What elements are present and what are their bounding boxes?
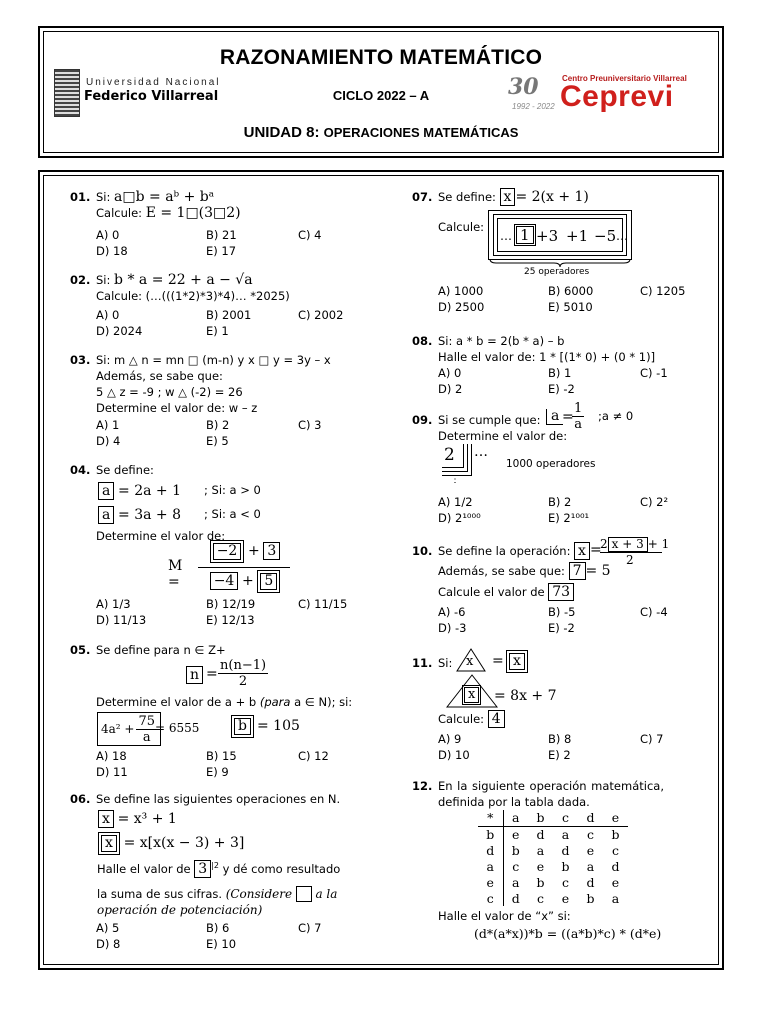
problem-06-options <box>96 920 356 952</box>
calc-line: Calcule: (…(((1*2)*3)*4)… *2025) <box>96 289 290 303</box>
double-box <box>462 685 481 705</box>
problem-11 <box>412 655 452 671</box>
cond-2: ; Si: a < 0 <box>204 507 261 521</box>
option-c: C) 7 <box>640 732 664 746</box>
table-header-row <box>478 810 628 826</box>
option-a: A) 9 <box>438 732 462 746</box>
problem-09 <box>412 412 567 444</box>
fraction-numerator <box>600 536 670 552</box>
plus: + <box>247 543 260 559</box>
problem-number: 06. <box>70 792 91 806</box>
option-a: A) 1 <box>96 418 120 432</box>
equals: = <box>492 653 504 669</box>
problem-number: 01. <box>70 190 91 204</box>
center-name: Centro Preuniversitario Villarreal <box>562 74 687 83</box>
calc-label: Calcule: <box>96 206 143 220</box>
fraction <box>572 401 584 432</box>
option-b: B) 15 <box>206 749 237 763</box>
fraction <box>136 714 157 745</box>
table-row <box>478 874 628 890</box>
table-cell: a <box>611 890 620 906</box>
double-box <box>506 650 528 673</box>
value-2: 2 <box>444 445 455 465</box>
table-cell: a <box>586 858 595 874</box>
nested-box-inner <box>497 218 628 252</box>
option-d: D) 11 <box>96 765 128 779</box>
problem-07-options <box>438 283 718 315</box>
double-box <box>231 715 254 738</box>
option-c: C) -4 <box>640 605 668 619</box>
line-1: Se define para n ∈ Z+ <box>96 643 226 657</box>
option-c: C) 1205 <box>640 284 686 298</box>
operators-label: 1000 operadores <box>506 458 596 470</box>
table-cell: e <box>586 842 595 858</box>
table-cell: e <box>611 874 620 890</box>
line-3: Halle el valor de “x” si: <box>438 909 571 923</box>
boxed-n: n <box>186 666 203 684</box>
numerator: n(n−1) <box>220 658 267 673</box>
double-box <box>210 540 245 563</box>
option-d: D) 8 <box>96 937 121 951</box>
line-4: Determine el valor de: w – z <box>96 401 258 415</box>
header-inner-border <box>43 31 719 153</box>
option-b: B) 1 <box>548 366 572 380</box>
option-b: B) 6 <box>206 921 230 935</box>
problem-02 <box>70 272 290 304</box>
value: x <box>101 835 117 852</box>
table-cell: b <box>611 826 620 842</box>
table-cell: e <box>536 858 545 874</box>
option-c: C) 3 <box>298 418 322 432</box>
problem-10-line2 <box>438 562 611 580</box>
definition: b * a = 22 + a − √a <box>114 272 253 288</box>
italic-text: a la <box>315 886 338 901</box>
line-2: definida por la tabla dada. <box>438 795 590 809</box>
boxed-x: x <box>98 810 114 828</box>
table-cell: d <box>478 842 503 858</box>
coef: 2 <box>600 537 608 551</box>
problem-number: 11. <box>412 656 433 670</box>
boxed-3: 3 <box>263 542 280 560</box>
problem-number: 02. <box>70 273 91 287</box>
numerator: 75 <box>138 713 156 729</box>
option-d: D) 4 <box>96 434 121 448</box>
option-d: D) 2024 <box>96 324 143 338</box>
option-d: D) 11/13 <box>96 613 147 627</box>
boxed-a: a <box>98 506 114 524</box>
table-cell: c <box>561 874 569 890</box>
option-a: A) 18 <box>96 749 127 763</box>
cond-1: ; Si: a > 0 <box>204 483 261 497</box>
bracket-a: a <box>546 409 563 425</box>
problem-04 <box>70 462 261 544</box>
problem-06-text <box>97 858 340 918</box>
power-box-icon <box>296 886 312 902</box>
equals: = <box>590 542 602 558</box>
option-d: D) 2¹⁰⁰⁰ <box>438 511 481 525</box>
table-cell: e <box>478 874 503 890</box>
denominator: a <box>142 729 151 745</box>
problem-12 <box>412 778 664 810</box>
table-cell: d <box>536 826 545 842</box>
header-box <box>38 26 724 158</box>
boxed-7: 7 <box>569 562 586 580</box>
boxed-4: 4 <box>488 710 505 728</box>
option-a: A) 0 <box>438 366 462 380</box>
denominator: a <box>574 417 583 432</box>
double-box-1 <box>514 224 536 246</box>
problem-02-options <box>96 307 356 339</box>
option-e: E) 12/13 <box>206 613 255 627</box>
problem-11-def2 <box>446 674 586 710</box>
si-label: Si: <box>438 656 453 670</box>
cycle-label: CICLO 2022 – A <box>332 88 430 103</box>
option-e: E) 5010 <box>548 300 593 314</box>
line-1: Se define la operación: <box>438 544 571 558</box>
option-e: E) -2 <box>548 382 575 396</box>
fraction-denominator <box>200 570 290 593</box>
text: Calcule el valor de <box>438 585 545 599</box>
option-a: A) 0 <box>96 308 120 322</box>
line-1: Si se cumple que: <box>438 413 541 427</box>
option-a: A) 1/2 <box>438 495 473 509</box>
def-2: = x[x(x − 3) + 3] <box>123 835 245 851</box>
table-row <box>478 858 628 874</box>
table-cell: b <box>586 890 595 906</box>
line-1: Se define las siguientes operaciones en N. <box>96 792 341 806</box>
denominator: 2 <box>238 674 248 689</box>
table-cell: b <box>536 874 545 890</box>
option-e: E) 10 <box>206 937 237 951</box>
problem-08 <box>412 333 655 365</box>
term: 4a² + <box>101 722 135 736</box>
table-cell: e <box>561 890 570 906</box>
italic-text: (Considere <box>225 886 293 901</box>
option-b: B) 6000 <box>548 284 594 298</box>
problem-11-options <box>438 731 718 763</box>
table-cell: a <box>512 874 520 890</box>
problem-04-options <box>96 596 356 628</box>
problem-01 <box>70 189 241 221</box>
table-row <box>478 842 628 858</box>
option-c: C) 7 <box>298 921 322 935</box>
condition: ;a ≠ 0 <box>598 409 634 423</box>
boxed-expr: x + 3 <box>608 537 648 552</box>
line-2: Determine el valor de: <box>438 429 568 443</box>
problem-number: 07. <box>412 190 433 204</box>
result-1: = 6555 <box>155 721 200 735</box>
option-b: B) 2 <box>548 495 572 509</box>
table-cell: d <box>586 874 595 890</box>
plus-3: +3 <box>536 227 559 245</box>
option-e: E) 1 <box>206 324 229 338</box>
value: x <box>464 687 479 703</box>
value: x <box>509 653 525 670</box>
option-b: B) 12/19 <box>206 597 256 611</box>
table-cell: c <box>478 890 503 906</box>
option-b: B) 8 <box>548 732 572 746</box>
unit-label: UNIDAD 8: <box>243 124 320 141</box>
boxed-minus4: −4 <box>210 572 239 590</box>
option-b: B) 2001 <box>206 308 252 322</box>
problem-number: 09. <box>412 413 433 427</box>
option-d: D) -3 <box>438 621 467 635</box>
problem-05-line3 <box>96 694 352 710</box>
value-x: x <box>466 654 474 669</box>
plus-1: + 1 <box>647 537 670 551</box>
expression: E = 1□(3□2) <box>145 205 241 221</box>
table-cell: a <box>561 826 570 842</box>
problem-11-def1 <box>456 648 536 674</box>
table-cell: c <box>611 842 619 858</box>
plus: + <box>241 573 254 589</box>
boxed-3: 3 <box>194 860 211 878</box>
italic-text: (para <box>259 695 291 709</box>
problem-number: 03. <box>70 353 91 367</box>
definition: a□b = aᵇ + bᵃ <box>114 189 215 205</box>
boxed-expression <box>97 712 161 746</box>
table-cell: a <box>536 842 545 858</box>
problem-06-defs <box>98 810 244 855</box>
option-e: E) 17 <box>206 244 237 258</box>
minus-5: −5 <box>594 227 617 245</box>
table-cell: c <box>512 858 520 874</box>
option-e: E) 2¹⁰⁰¹ <box>548 511 590 525</box>
option-d: D) 10 <box>438 748 470 762</box>
def-2: = 3a + 8 <box>118 507 181 523</box>
operation-table <box>478 810 628 906</box>
option-b: B) 2 <box>206 418 230 432</box>
definition: = 2(x + 1) <box>515 189 589 205</box>
table-cell: * <box>478 810 503 826</box>
option-a: A) 5 <box>96 921 120 935</box>
table-cell: d <box>511 890 520 906</box>
table-cell: b <box>478 826 503 842</box>
university-line2: Federico Villarreal <box>84 89 219 104</box>
ceprevi-logo <box>508 74 704 120</box>
numerator: 1 <box>574 401 583 416</box>
boxed-a: a <box>98 482 114 500</box>
option-e: E) 5 <box>206 434 229 448</box>
option-c: C) 4 <box>298 228 322 242</box>
option-c: C) 11/15 <box>298 597 348 611</box>
problem-11-calc <box>438 710 505 728</box>
problem-number: 05. <box>70 643 91 657</box>
line-4: (d*(a*x))*b = ((a*b)*c) * (d*e) <box>474 926 662 941</box>
text: Halle el valor de <box>97 861 191 876</box>
def-1: = 2a + 1 <box>118 483 181 499</box>
ellipsis-right: … <box>616 229 628 243</box>
italic-text: operación de potenciación) <box>97 903 263 918</box>
boxed-x: x <box>500 188 516 206</box>
problem-10-line3 <box>438 583 574 601</box>
equals-5: = 5 <box>585 563 611 579</box>
m-label: M = <box>168 558 183 590</box>
def-2: = 8x + 7 <box>494 688 557 704</box>
anniversary-number: 30 <box>508 74 539 100</box>
problem-10-options <box>438 604 718 636</box>
table-cell: a <box>478 858 503 874</box>
table-cell: b <box>528 810 553 826</box>
problem-09-options <box>438 494 718 526</box>
denominator: 2 <box>626 553 634 567</box>
unit-topic: OPERACIONES MATEMÁTICAS <box>323 125 519 140</box>
ellipsis: … <box>474 444 488 460</box>
option-c: C) 2002 <box>298 308 344 322</box>
problem-number: 08. <box>412 334 433 348</box>
line-2: Además, se sabe que: <box>96 369 223 383</box>
problem-05 <box>70 642 226 658</box>
fraction-numerator <box>200 540 290 563</box>
unit-heading <box>44 124 718 141</box>
ellipsis-left: … <box>500 229 512 243</box>
line-4: Determine el valor de: <box>96 529 226 543</box>
fraction-bar <box>198 567 290 568</box>
line-1: En la siguiente operación matemática, <box>438 779 664 793</box>
definition: Si: m △ n = mn □ (m-n) y x □ y = 3y – x <box>96 353 331 367</box>
si-label: Si: <box>96 190 111 204</box>
vertical-ellipsis: ⋮ <box>450 474 460 485</box>
option-a: A) 1/3 <box>96 597 131 611</box>
result-2: = 105 <box>257 718 300 734</box>
line-1: Se define: <box>96 463 154 477</box>
problem-05-options <box>96 748 356 780</box>
option-b: B) -5 <box>548 605 576 619</box>
value: b <box>234 718 251 735</box>
table-cell: e <box>603 810 628 826</box>
value: 1 <box>516 226 534 244</box>
table-cell: b <box>561 858 570 874</box>
table-cell: a <box>503 810 528 826</box>
plus-1: +1 <box>566 227 589 245</box>
page-title: RAZONAMIENTO MATEMÁTICO <box>219 46 543 69</box>
nested-bracket-expression <box>440 444 498 488</box>
option-b: B) 21 <box>206 228 237 242</box>
option-e: E) 2 <box>548 748 571 762</box>
option-d: D) 2500 <box>438 300 485 314</box>
value: 5 <box>260 573 277 590</box>
text: Además, se sabe que: <box>438 564 565 578</box>
si-label: Si: <box>96 273 111 287</box>
text: a ∈ N); si: <box>290 695 353 709</box>
option-a: A) 0 <box>96 228 120 242</box>
problem-06 <box>70 791 340 807</box>
calc-label: Calcule: <box>438 712 485 726</box>
table-cell: d <box>611 858 620 874</box>
double-box <box>257 570 280 593</box>
line-2: Halle el valor de: 1 * [(1* 0) + (0 * 1)] <box>438 350 656 364</box>
table-cell: d <box>578 810 603 826</box>
fraction <box>218 658 268 689</box>
text: la suma de sus cifras. <box>97 886 223 901</box>
problem-number: 12. <box>412 779 433 793</box>
problem-01-options <box>96 227 356 259</box>
university-line1: Universidad Nacional <box>86 77 221 88</box>
option-c: C) -1 <box>640 366 668 380</box>
table-cell: e <box>512 826 520 842</box>
problem-number: 10. <box>412 544 433 558</box>
text: Determine el valor de a + b <box>96 695 260 709</box>
option-c: C) 12 <box>298 749 329 763</box>
operators-label: 25 operadores <box>524 267 590 277</box>
line-3: 5 △ z = -9 ; w △ (-2) = 26 <box>96 385 243 399</box>
superscript: |2 <box>211 861 219 870</box>
anniversary-years: 1992 - 2022 <box>512 102 555 111</box>
problem-07 <box>412 188 589 206</box>
line-1: Se define: <box>438 190 496 204</box>
table-row <box>478 826 628 842</box>
double-box <box>98 832 120 855</box>
table-cell: c <box>586 826 594 842</box>
def-1: = x³ + 1 <box>117 811 177 827</box>
brand-name: Ceprevi <box>560 80 674 113</box>
problem-03 <box>70 352 331 416</box>
option-c: C) 2² <box>640 495 669 509</box>
boxed-73: 73 <box>548 583 574 601</box>
table-row <box>478 890 628 906</box>
problem-10 <box>412 543 570 559</box>
option-a: A) 1000 <box>438 284 484 298</box>
nested-box-outer <box>488 210 632 260</box>
option-a: A) -6 <box>438 605 466 619</box>
value: −2 <box>213 543 242 560</box>
line-1: Si: a * b = 2(b * a) – b <box>438 334 565 348</box>
problem-08-options <box>438 365 718 397</box>
boxed-x: x <box>574 542 590 560</box>
option-d: D) 2 <box>438 382 463 396</box>
table-cell: d <box>561 842 570 858</box>
table-cell: c <box>536 890 544 906</box>
problem-03-options <box>96 417 356 449</box>
calc-label: Calcule: <box>438 220 485 234</box>
equals: = <box>206 666 218 682</box>
text: y dé como resultado <box>222 861 341 876</box>
table-cell: c <box>553 810 578 826</box>
option-d: D) 18 <box>96 244 128 258</box>
option-e: E) -2 <box>548 621 575 635</box>
option-e: E) 9 <box>206 765 229 779</box>
table-cell: b <box>511 842 520 858</box>
problem-number: 04. <box>70 463 91 477</box>
